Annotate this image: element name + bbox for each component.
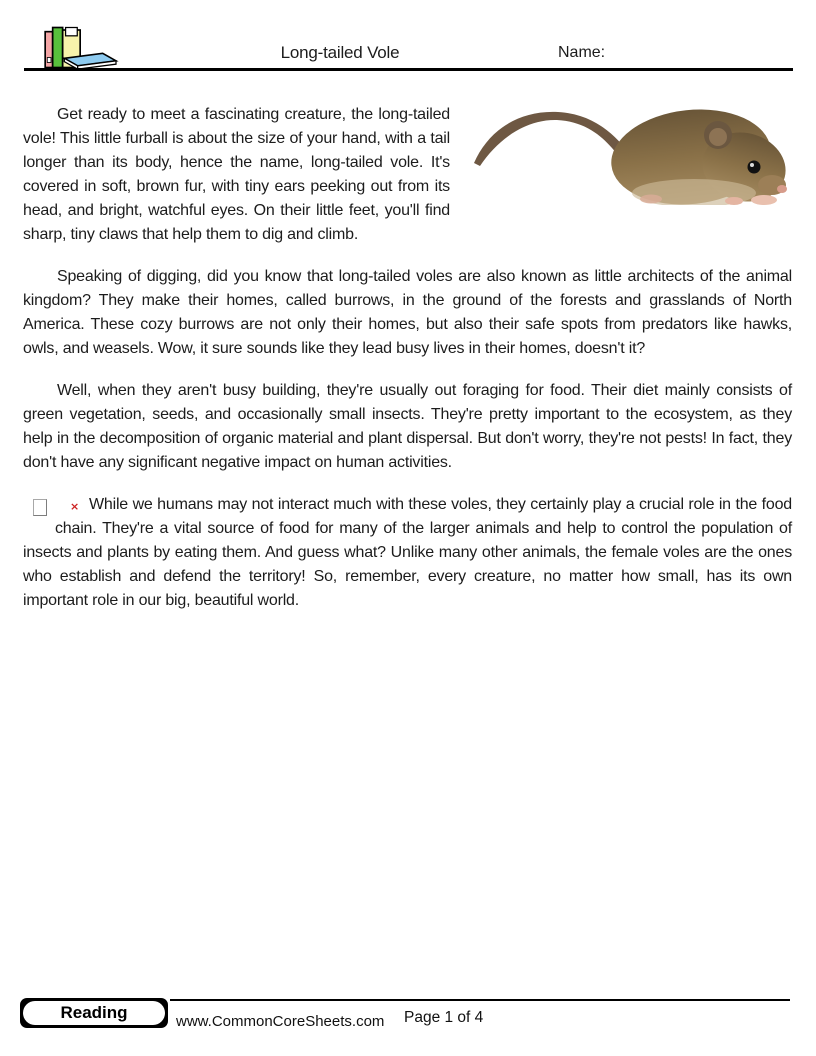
paragraph-1-text: Get ready to meet a fascinating creature, the long-tailed vole! This little furball is about the size of your hand, with a tail longer than its body, hence the name, long-tailed vole. It's covered in soft, brown fur, with tiny ears peeking out from its head, and bright, watchful eyes. On their little feet, you'll find sharp, tiny claws that help them to dig and climb. bbox=[23, 106, 450, 243]
broken-image-placeholder bbox=[23, 493, 80, 539]
books-logo-icon bbox=[36, 20, 126, 70]
paragraph-4 bbox=[23, 493, 792, 613]
vole-photo bbox=[464, 97, 792, 209]
page-title: Long-tailed Vole bbox=[280, 43, 400, 62]
paragraph-3-text: Well, when they aren't busy building, they're usually out foraging for food. Their diet mainly consists of green vegetation, seeds, and occasionally small insects. They're pretty important to the ecosystem, as they help in the decomposition of organic material and plant dispersal. But don't worry, they're not pests! In fact, they don't have any significant negative impact on human activities. bbox=[23, 382, 792, 471]
paragraph-2 bbox=[23, 265, 792, 361]
broken-image-x: × bbox=[70, 500, 80, 513]
header bbox=[0, 0, 816, 72]
reading-badge-label: Reading bbox=[23, 1001, 165, 1025]
paragraph-1 bbox=[23, 103, 792, 247]
page-indicator: Page 1 of 4 bbox=[404, 1009, 484, 1026]
broken-image-icon bbox=[33, 499, 80, 516]
paragraph-2-text: Speaking of digging, did you know that long-tailed voles are also known as little architects of the animal kingdom? They make their homes, called burrows, in the ground of the forests and grasslands of North America. These cozy burrows are not only their homes, but also their safe spots from predators like hawks, owls, and weasels. Wow, it sure sounds like they lead busy lives in their homes, doesn't it? bbox=[23, 268, 792, 357]
paragraph-3 bbox=[23, 379, 792, 475]
paragraph-4-text: While we humans may not interact much with these voles, they certainly play a crucial role in the food chain. They're a vital source of food for many of the larger animals and help to control the population of insects and plants by eating them. And guess what? Unlike many other animals, the female voles are the ones who establish and defend the territory! So, remember, every creature, no matter how small, has its own important role in our big, beautiful world. bbox=[23, 496, 792, 609]
website-text: www.CommonCoreSheets.com bbox=[176, 1013, 385, 1030]
reading-badge bbox=[20, 998, 168, 1028]
header-divider bbox=[24, 68, 793, 71]
reading-passage bbox=[23, 103, 792, 631]
name-label: Name: bbox=[558, 44, 606, 61]
footer-divider bbox=[170, 999, 790, 1001]
